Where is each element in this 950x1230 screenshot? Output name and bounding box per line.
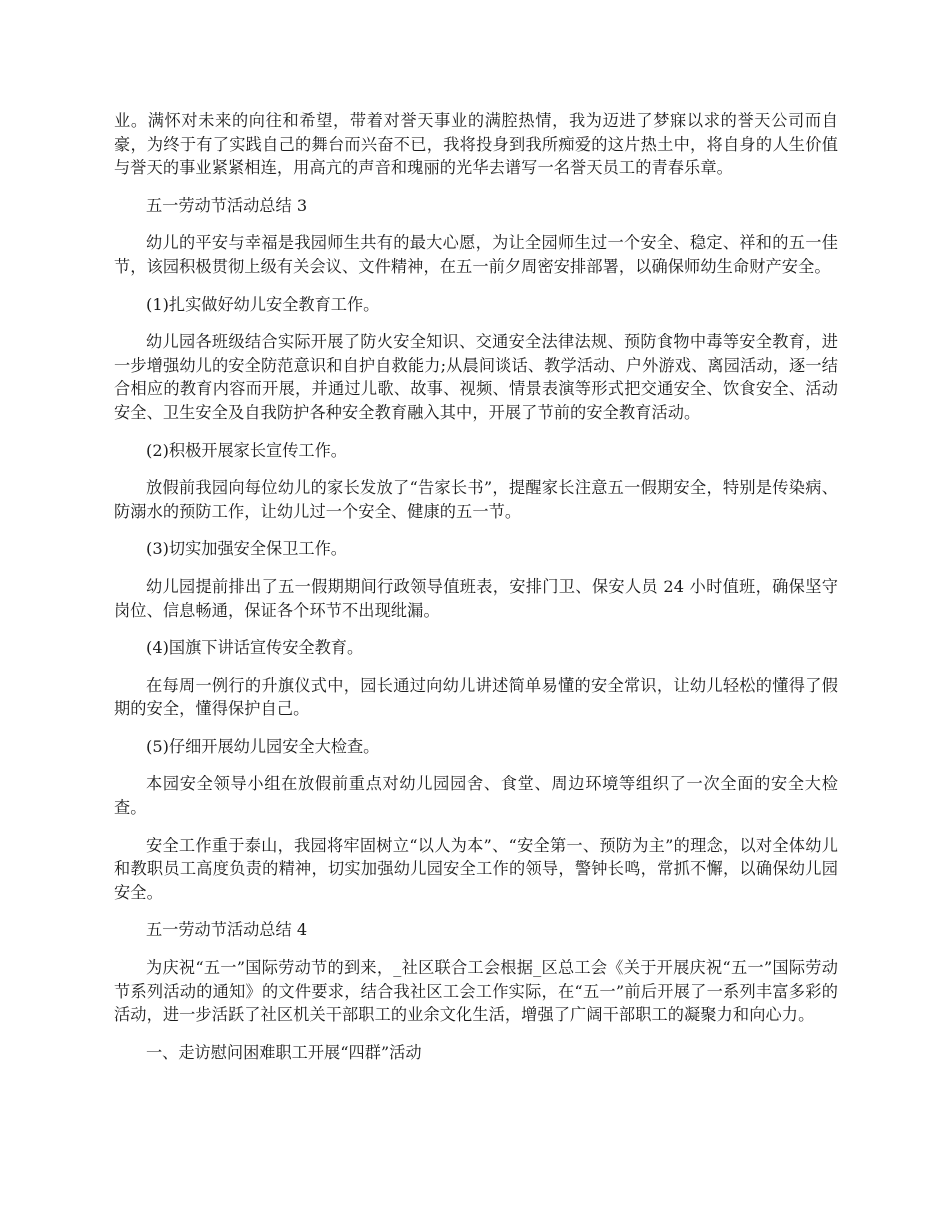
subheading-item-5: (5)仔细开展幼儿园安全大检查。 bbox=[146, 736, 380, 756]
paragraph-duty-roster: 幼儿园提前排出了五一假期期间行政领导值班表，安排门卫、保安人员 24 小时值班，确保坚守岗位、信息畅通，保证各个环节不出现纰漏。 bbox=[114, 576, 838, 620]
subheading-item-1: (1)扎实做好幼儿安全教育工作。 bbox=[146, 294, 380, 314]
paragraph-labor-day-celebration: 为庆祝“五一”国际劳动节的到来，_社区联合工会根据_区总工会《关于开展庆祝“五一”国际劳动节系列活动的通知》的文件要求，结合我社区工会工作实际，在“五一”前后开展了一系列丰富多彩的活动，进一步活跃了社区机关干部职工的业余文化生活，增强了广阔干部职工的凝聚力和向心力。 bbox=[114, 958, 838, 1025]
paragraph-kindergarten-safety: 幼儿的平安与幸福是我园师生共有的最大心愿，为让全园师生过一个安全、稳定、祥和的五一佳节，该园积极贯彻上级有关会议、文件精神，在五一前夕周密安排部署，以确保师幼生命财产安全。 bbox=[114, 233, 838, 276]
paragraph-flag-ceremony: 在每周一例行的升旗仪式中，园长通过向幼儿讲述简单易懂的安全常识，让幼儿轻松的懂得了假期的安全，懂得保护自己。 bbox=[114, 675, 838, 719]
document-page bbox=[114, 109, 838, 1078]
paragraph-safety-principle: 安全工作重于泰山，我园将牢固树立“以人为本”、“安全第一、预防为主”的理念，以对全体幼儿和教职员工高度负责的精神，切实加强幼儿园安全工作的领导，警钟长鸣，常抓不懈，以确保幼儿园安全。 bbox=[114, 835, 838, 902]
subheading-item-4: (4)国旗下讲话宣传安全教育。 bbox=[146, 638, 364, 658]
section-heading-summary-3: 五一劳动节活动总结 3 bbox=[146, 195, 308, 215]
paragraph-inspection: 本园安全领导小组在放假前重点对幼儿园园舍、食堂、周边环境等组织了一次全面的安全大检查。 bbox=[114, 774, 838, 818]
paragraph-safety-education: 幼儿园各班级结合实际开展了防火安全知识、交通安全法律法规、预防食物中毒等安全教育，进一步增强幼儿的安全防范意识和自护自救能力;从晨间谈话、教学活动、户外游戏、离园活动，逐一结合相应的教育内容而开展，并通过儿歌、故事、视频、情景表演等形式把交通安全、饮食安全、活动安全、卫生安全及自我防护各种安全教育融入其中，开展了节前的安全教育活动。 bbox=[114, 332, 838, 422]
subheading-visit-workers: 一、走访慰问困难职工开展“四群”活动 bbox=[146, 1042, 422, 1062]
section-heading-summary-4: 五一劳动节活动总结 4 bbox=[146, 920, 308, 940]
subheading-item-3: (3)切实加强安全保卫工作。 bbox=[146, 539, 347, 559]
paragraph-parent-letter: 放假前我园向每位幼儿的家长发放了“告家长书”，提醒家长注意五一假期安全，特别是传染病、防溺水的预防工作，让幼儿过一个安全、健康的五一节。 bbox=[114, 478, 838, 521]
subheading-item-2: (2)积极开展家长宣传工作。 bbox=[146, 440, 347, 460]
paragraph-intro-continued: 业。满怀对未来的向往和希望，带着对誉天事业的满腔热情，我为迈进了梦寐以求的誉天公司而自豪，为终于有了实践自己的舞台而兴奋不已，我将投身到我所痴爱的这片热土中，将自身的人生价值与誉天的事业紧紧相连，用高亢的声音和瑰丽的光华去谱写一名誉天员工的青春乐章。 bbox=[114, 111, 838, 178]
